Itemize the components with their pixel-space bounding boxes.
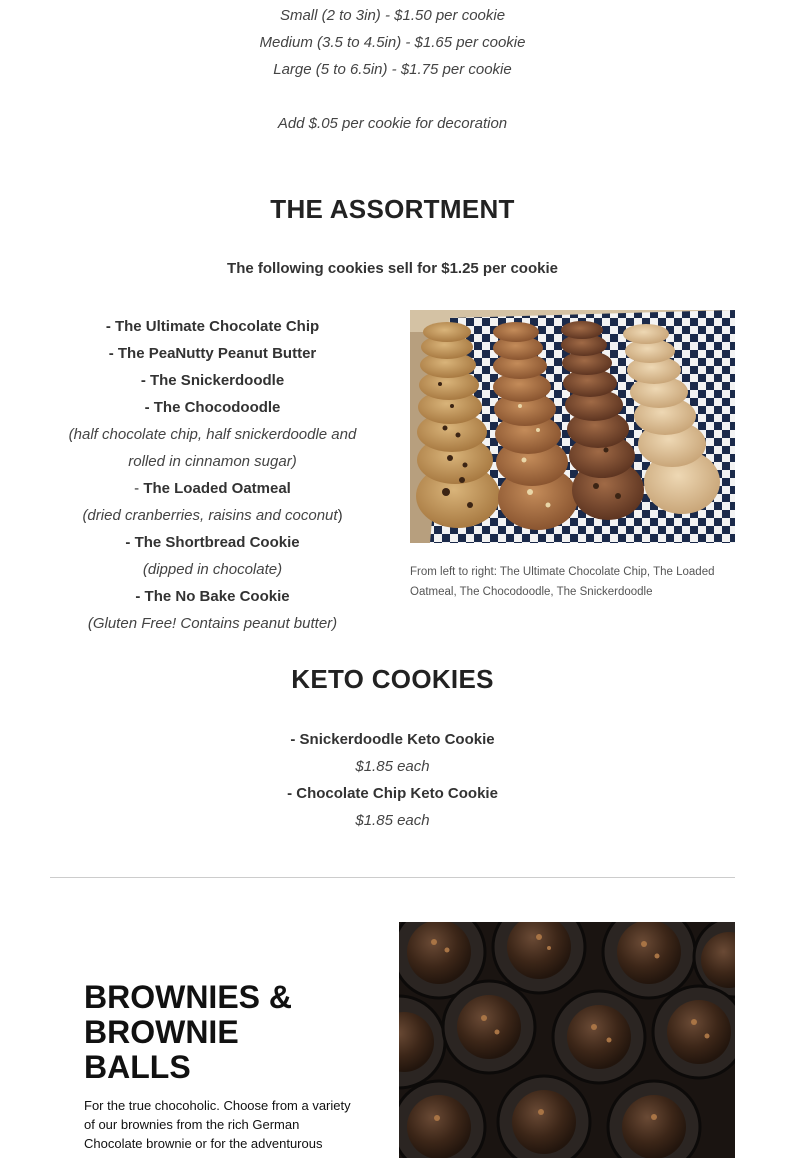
assortment-title: THE ASSORTMENT [270,194,515,224]
price-medium: Medium (3.5 to 4.5in) - $1.65 per cookie [259,34,526,51]
loaded-oatmeal-desc-row [50,502,375,529]
shortbread-desc: (dipped in chocolate) [142,561,283,578]
keto-item-chocolate-chip: - Chocolate Chip Keto Cookie [287,785,498,802]
item-loaded-oatmeal: The Loaded Oatmeal [143,480,291,497]
price-large: Large (5 to 6.5in) - $1.75 per cookie [273,61,512,78]
price-small: Small (2 to 3in) - $1.50 per cookie [279,7,506,24]
keto-item-snickerdoodle: - Snickerdoodle Keto Cookie [290,731,495,748]
item-no-bake: - The No Bake Cookie [135,588,290,605]
brownies-description: For the true chocoholic. Choose from a variety of our brownies from the rich German Chocolate brownie or for the adventurous [84,1098,351,1151]
item-ultimate-chocolate-chip: - The Ultimate Chocolate Chip [105,318,320,335]
item-peanutty-peanut-butter: - The PeaNutty Peanut Butter [108,345,317,362]
assortment-list [50,313,375,637]
cookies-photo [410,310,735,543]
cookies-photo-caption: From left to right: The Ultimate Chocolate Chip, The Loaded Oatmeal, The Chocodoodle, The Snickerdoodle [410,566,715,598]
item-chocodoodle: - The Chocodoodle [144,399,281,416]
brownies-title-line-2: BROWNIE [84,1014,239,1050]
loaded-oatmeal-desc-close: ) [337,507,343,524]
keto-price-chocolate-chip: $1.85 each [355,812,430,829]
brownies-title [84,980,384,1085]
item-loaded-oatmeal-row [50,475,375,502]
item-shortbread: - The Shortbread Cookie [125,534,300,551]
brownies-title-line-3: BALLS [84,1049,191,1085]
item-snickerdoodle: - The Snickerdoodle [140,372,285,389]
loaded-oatmeal-desc: (dried cranberries, raisins and coconut [82,507,338,524]
section-divider [50,877,735,878]
no-bake-desc: (Gluten Free! Contains peanut butter) [87,615,338,632]
keto-list [0,726,785,834]
chocodoodle-desc-2: rolled in cinnamon sugar) [128,453,297,470]
loaded-oatmeal-dash: - [134,480,144,497]
chocodoodle-desc-1: (half chocolate chip, half snickerdoodle and [68,426,357,443]
keto-title: KETO COOKIES [291,664,494,694]
keto-price-snickerdoodle: $1.85 each [355,758,430,775]
assortment-subtitle: The following cookies sell for $1.25 per cookie [227,260,558,277]
decoration-note: Add $.05 per cookie for decoration [277,115,508,132]
brownie-balls-photo [399,922,735,1158]
brownies-title-line-1: BROWNIES & [84,979,292,1015]
